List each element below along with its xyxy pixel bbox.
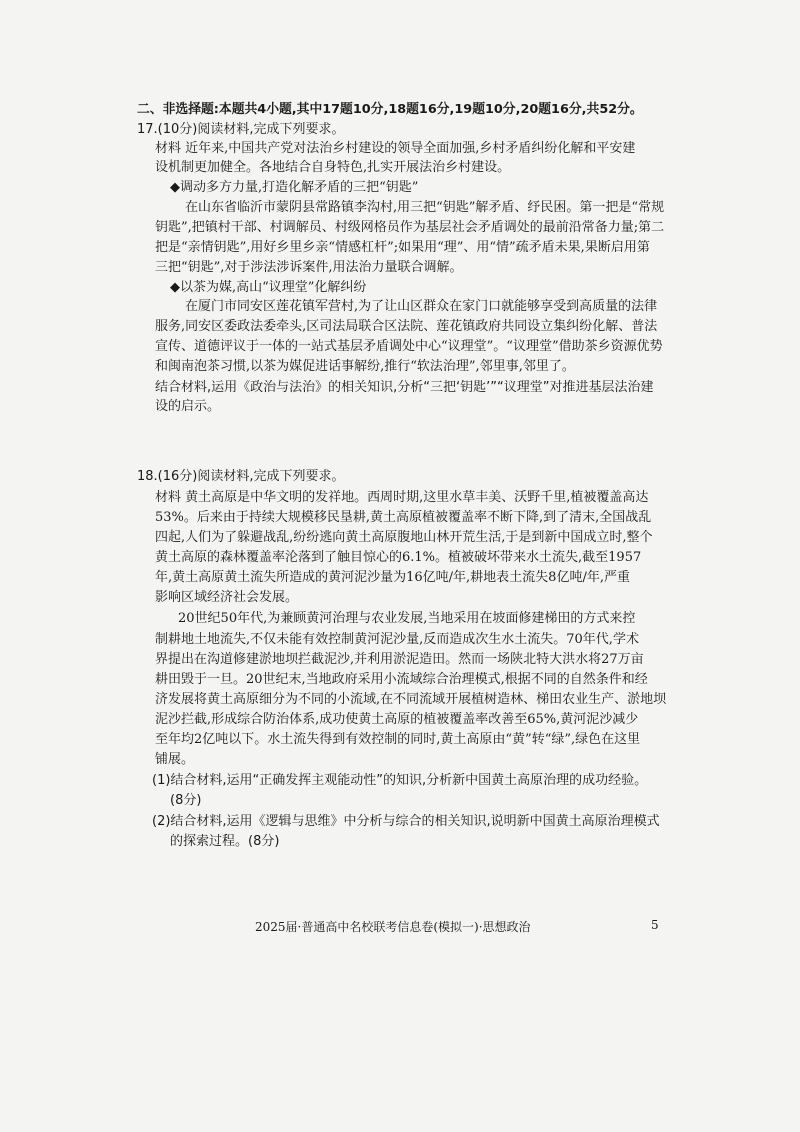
q17-question-line: 结合材料,运用《政治与法治》的相关知识,分析“三把‘钥匙’”“议理堂”对推进基层法治建 (155, 380, 654, 395)
q18-paragraph-line: 泥沙拦截,形成综合防治体系,成功使黄土高原的植被覆盖率改善至65%,黄河泥沙减少 (155, 712, 639, 727)
q17-paragraph-line: 三把“钥匙”,对于涉法涉诉案件,用法治力量联合调解。 (155, 260, 463, 275)
q18-subquestion-2: (2)结合材料,运用《逻辑与思维》中分析与综合的相关知识,说明新中国黄土高原治理模式 (152, 814, 660, 829)
q18-paragraph-line: 53%。后来由于持续大规模移民垦耕,黄土高原植被覆盖率不断下降,到了清末,全国战乱 (155, 510, 652, 525)
q17-paragraph-line: 宣传、道德评议于一体的一站式基层矛盾调处中心“议理堂”。“议理堂”借助茶乡资源优势 (155, 339, 663, 354)
q17-paragraph-line: 和闽南泡茶习惯,以茶为媒促进话事解纷,推行“软法治理”,邻里事,邻里了。 (155, 359, 575, 374)
footer-title: 2025届·普通高中名校联考信息卷(模拟一)·思想政治 (255, 920, 531, 934)
q18-paragraph-line: 材料 黄土高原是中华文明的发祥地。西周时期,这里水草丰美、沃野千里,植被覆盖高达 (155, 490, 649, 505)
q18-title: 18.(16分)阅读材料,完成下列要求。 (137, 469, 345, 484)
q17-question-line: 设的启示。 (155, 399, 221, 414)
q18-paragraph-line: 20世纪50年代,为兼顾黄河治理与农业发展,当地采用在坡面修建梯田的方式来控 (178, 611, 636, 626)
q18-paragraph-line: 至年均2亿吨以下。水土流失得到有效控制的同时,黄土高原由“黄”转“绿”,绿色在这里 (155, 732, 641, 747)
q17-heading: ◆调动多方力量,打造化解矛盾的三把“钥匙” (170, 180, 419, 195)
q18-subquestion-1: (1)结合材料,运用“正确发挥主观能动性”的知识,分析新中国黄土高原治理的成功经验。 (152, 773, 648, 788)
section-header: 二、非选择题:本题共4小题,其中17题10分,18题16分,19题10分,20题16分,共52分。 (137, 102, 643, 117)
q18-paragraph-line: 影响区域经济社会发展。 (155, 590, 299, 605)
q18-paragraph-line: 黄土高原的森林覆盖率沦落到了触目惊心的6.1%。植被破坏带来水土流失,截至1957 (155, 550, 642, 565)
q18-paragraph-line: 界提出在沟道修建淤地坝拦截泥沙,并利用淤泥造田。然而一场陕北特大洪水将27万亩 (155, 652, 644, 667)
q18-paragraph-line: 四起,人们为了躲避战乱,纷纷逃向黄土高原腹地山林开荒生活,于是到新中国成立时,整个 (155, 530, 653, 545)
q17-heading: ◆以茶为媒,高山“议理堂”化解纠纷 (170, 280, 367, 295)
q18-paragraph-line: 铺展。 (155, 752, 195, 767)
q18-paragraph-line: 制耕地土地流失,不仅未能有效控制黄河泥沙量,反而造成次生水土流失。70年代,学术 (155, 632, 639, 647)
q18-paragraph-line: 耕田毁于一旦。20世纪末,当地政府采用小流域综合治理模式,根据不同的自然条件和经 (155, 672, 648, 687)
q18-subquestion-1-score: (8分) (170, 793, 202, 808)
q17-title: 17.(10分)阅读材料,完成下列要求。 (137, 122, 345, 137)
q17-paragraph-line: 在山东省临沂市蒙阴县常路镇李沟村,用三把“钥匙”解矛盾、纾民困。第一把是“常规 (185, 200, 665, 215)
q18-subquestion-2-line: 的探索过程。(8分) (170, 834, 280, 849)
q17-intro-line: 设机制更加健全。各地结合自身特色,扎实开展法治乡村建设。 (155, 160, 511, 175)
q17-intro-line: 材料 近年来,中国共产党对法治乡村建设的领导全面加强,乡村矛盾纠纷化解和平安建 (155, 141, 636, 156)
page-number: 5 (651, 918, 659, 932)
q17-paragraph-line: 服务,同安区委政法委牵头,区司法局联合区法院、莲花镇政府共同设立集纠纷化解、普法 (155, 319, 658, 334)
q17-paragraph-line: 把是“亲情钥匙”,用好乡里乡亲“情感杠杆”;如果用“理”、用“情”疏矛盾未果,果断启用第 (155, 240, 650, 255)
q18-paragraph-line: 济发展将黄土高原细分为不同的小流域,在不同流域开展植树造林、梯田农业生产、淤地坝 (155, 692, 667, 707)
q18-paragraph-line: 年,黄土高原黄土流失所造成的黄河泥沙量为16亿吨/年,耕地表土流失8亿吨/年,严重 (155, 570, 630, 585)
q17-paragraph-line: 在厦门市同安区莲花镇军营村,为了让山区群众在家门口就能够享受到高质量的法律 (185, 299, 658, 314)
q17-paragraph-line: 钥匙”,把镇村干部、村调解员、村级网格员作为基层社会矛盾调处的最前沿常备力量;第二 (155, 220, 665, 235)
